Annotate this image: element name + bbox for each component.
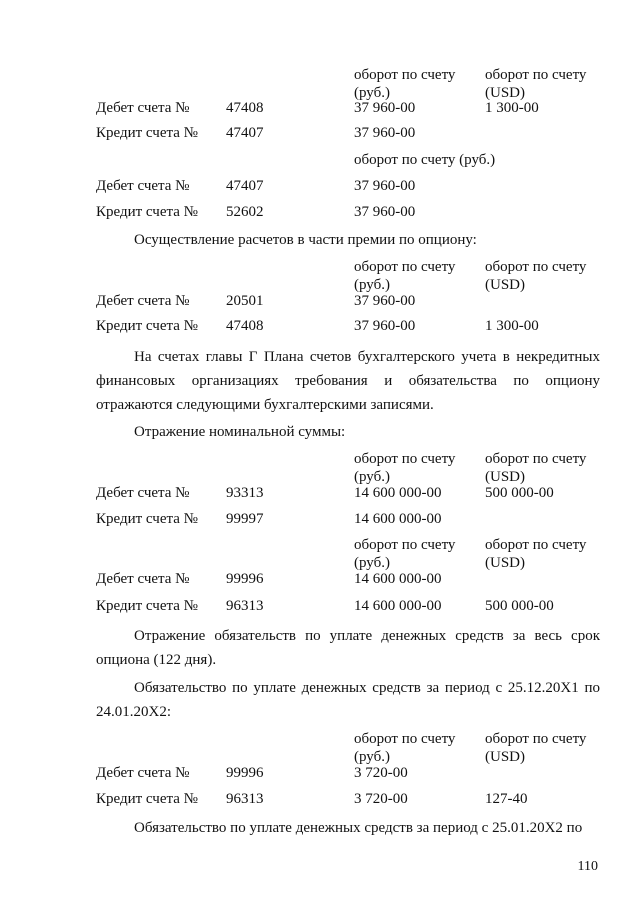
b5-row2-usd: 500 000-00 bbox=[485, 598, 554, 614]
b1-row1-account: 47408 bbox=[226, 100, 264, 116]
b6-header-usd: оборот по счету (USD) bbox=[485, 731, 587, 765]
b1-row2-account: 47407 bbox=[226, 125, 264, 141]
b5-row1-rub: 14 600 000-00 bbox=[354, 571, 442, 587]
b3-row2-account: 47408 bbox=[226, 318, 264, 334]
b6-row1-label: Дебет счета № bbox=[96, 765, 190, 781]
b4-header-rub: оборот по счету (руб.) bbox=[354, 451, 456, 485]
b6-row2-label: Кредит счета № bbox=[96, 791, 198, 807]
paragraph-accounts-chapter-g: На счетах главы Г Плана счетов бухгалтерского учета в некредитных финансовых организациях требования и обязательства по опциону отражаются следующими бухгалтерскими записями. bbox=[96, 349, 600, 413]
b1-row1-label: Дебет счета № bbox=[96, 100, 190, 116]
b1-header-rub: оборот по счету (руб.) bbox=[354, 67, 456, 101]
b3-row2-label: Кредит счета № bbox=[96, 318, 198, 334]
page-number: 110 bbox=[577, 859, 598, 874]
b6-header-rub: оборот по счету (руб.) bbox=[354, 731, 456, 765]
paragraph-obligation-period-1: Обязательство по уплате денежных средств за период с 25.12.20Х1 по 24.01.20Х2: bbox=[96, 680, 600, 720]
b2-row2-account: 52602 bbox=[226, 204, 264, 220]
b6-row1-rub: 3 720-00 bbox=[354, 765, 408, 781]
b4-row1-label: Дебет счета № bbox=[96, 485, 190, 501]
b4-row1-account: 93313 bbox=[226, 485, 264, 501]
b5-row1-label: Дебет счета № bbox=[96, 571, 190, 587]
b6-row2-rub: 3 720-00 bbox=[354, 791, 408, 807]
b3-row2-usd: 1 300-00 bbox=[485, 318, 539, 334]
b2-row1-account: 47407 bbox=[226, 178, 264, 194]
b2-row1-label: Дебет счета № bbox=[96, 178, 190, 194]
b5-row2-account: 96313 bbox=[226, 598, 264, 614]
b2-header: оборот по счету (руб.) bbox=[354, 152, 496, 168]
b5-row2-rub: 14 600 000-00 bbox=[354, 598, 442, 614]
b4-row2-rub: 14 600 000-00 bbox=[354, 511, 442, 527]
b3-intro: Осуществление расчетов в части премии по опциону: bbox=[134, 232, 477, 248]
b4-header-usd: оборот по счету (USD) bbox=[485, 451, 587, 485]
b5-header-rub: оборот по счету (руб.) bbox=[354, 537, 456, 571]
b6-row2-account: 96313 bbox=[226, 791, 264, 807]
b5-header-usd: оборот по счету (USD) bbox=[485, 537, 587, 571]
b3-row2-rub: 37 960-00 bbox=[354, 318, 416, 334]
b6-row1-account: 99996 bbox=[226, 765, 264, 781]
b4-row2-account: 99997 bbox=[226, 511, 264, 527]
b5-row2-label: Кредит счета № bbox=[96, 598, 198, 614]
b3-row1-rub: 37 960-00 bbox=[354, 293, 416, 309]
b1-row2-rub: 37 960-00 bbox=[354, 125, 416, 141]
b4-row1-usd: 500 000-00 bbox=[485, 485, 554, 501]
b4-row1-rub: 14 600 000-00 bbox=[354, 485, 442, 501]
paragraph-obligation-period-2: Обязательство по уплате денежных средств за период с 25.01.20Х2 по bbox=[134, 820, 583, 836]
b2-row2-rub: 37 960-00 bbox=[354, 204, 416, 220]
b1-row1-usd: 1 300-00 bbox=[485, 100, 539, 116]
b1-row1-rub: 37 960-00 bbox=[354, 100, 416, 116]
b3-row1-label: Дебет счета № bbox=[96, 293, 190, 309]
b3-header-usd: оборот по счету (USD) bbox=[485, 259, 587, 293]
b3-row1-account: 20501 bbox=[226, 293, 264, 309]
b5-row1-account: 99996 bbox=[226, 571, 264, 587]
b3-header-rub: оборот по счету (руб.) bbox=[354, 259, 456, 293]
paragraph-obligations-full-term: Отражение обязательств по уплате денежных средств за весь срок опциона (122 дня). bbox=[96, 628, 600, 668]
b4-row2-label: Кредит счета № bbox=[96, 511, 198, 527]
b6-row2-usd: 127-40 bbox=[485, 791, 528, 807]
b4-intro: Отражение номинальной суммы: bbox=[134, 424, 346, 440]
b2-row2-label: Кредит счета № bbox=[96, 204, 198, 220]
b1-header-usd: оборот по счету (USD) bbox=[485, 67, 587, 101]
b1-row2-label: Кредит счета № bbox=[96, 125, 198, 141]
b2-row1-rub: 37 960-00 bbox=[354, 178, 416, 194]
